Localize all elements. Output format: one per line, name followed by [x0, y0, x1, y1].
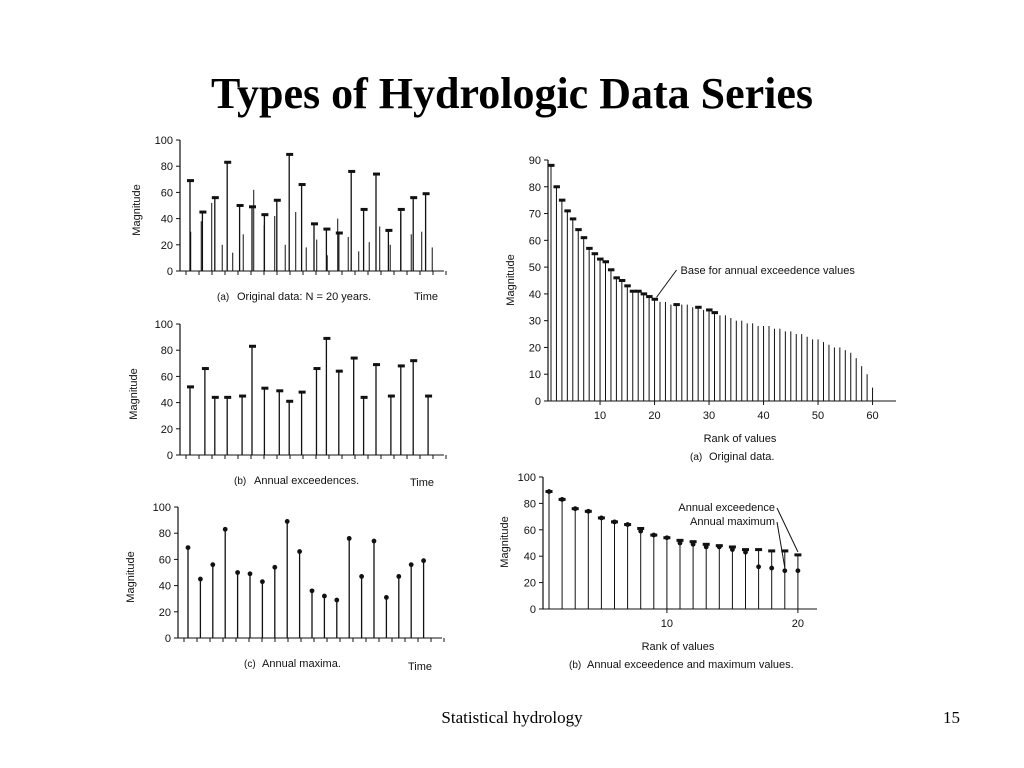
value-marker — [248, 571, 253, 576]
value-marker — [336, 232, 343, 235]
value-marker — [261, 213, 268, 216]
xlabel: Time — [410, 477, 435, 489]
chart-original-data-time — [122, 128, 457, 303]
caption-prefix: (c) — [244, 659, 256, 670]
maximum-marker — [796, 568, 801, 573]
ylabel: Magnitude — [505, 254, 517, 306]
exceedence-marker — [768, 549, 775, 552]
exceedence-marker — [794, 553, 801, 556]
x-tick-label: 60 — [866, 410, 879, 422]
value-marker — [351, 357, 358, 360]
value-marker — [559, 199, 566, 202]
chart-annual-maxima — [120, 495, 455, 675]
y-tick-label: 40 — [160, 213, 173, 226]
value-marker — [187, 385, 194, 388]
y-tick-label: 60 — [523, 524, 536, 537]
y-tick-label: 10 — [528, 369, 541, 382]
value-marker — [235, 570, 240, 575]
value-marker — [237, 204, 244, 207]
value-marker — [712, 311, 719, 314]
value-marker — [323, 337, 330, 340]
value-marker — [249, 205, 256, 208]
x-tick-label: 30 — [702, 410, 716, 422]
y-tick-label: 90 — [528, 155, 541, 167]
value-marker — [260, 579, 265, 584]
maximum-marker — [678, 541, 683, 546]
y-tick-label: 100 — [152, 502, 171, 514]
value-marker — [409, 562, 414, 567]
value-marker — [187, 179, 194, 182]
maximum-marker — [586, 509, 591, 514]
value-marker — [199, 211, 206, 214]
y-tick-label: 0 — [529, 604, 536, 616]
maximum-marker — [782, 568, 787, 573]
value-marker — [202, 367, 209, 370]
value-marker — [198, 577, 203, 582]
value-marker — [575, 228, 582, 231]
x-tick-label: 10 — [660, 618, 674, 630]
value-marker — [706, 308, 713, 311]
value-marker — [212, 196, 219, 199]
value-marker — [299, 183, 306, 186]
value-marker — [373, 173, 380, 176]
value-marker — [210, 562, 215, 567]
value-marker — [410, 359, 417, 362]
y-tick-label: 40 — [160, 397, 173, 410]
value-marker — [359, 574, 364, 579]
maximum-marker — [651, 533, 656, 538]
x-tick-label: 20 — [648, 410, 661, 422]
value-marker — [224, 396, 231, 399]
xlabel: Rank of values — [641, 641, 715, 653]
chart-ranked-original-data — [500, 148, 910, 466]
value-marker — [592, 252, 599, 255]
value-marker — [313, 367, 320, 370]
value-marker — [285, 519, 290, 524]
value-marker — [361, 208, 368, 211]
maximum-marker — [704, 545, 709, 550]
value-marker — [311, 222, 318, 225]
value-marker — [553, 185, 560, 188]
y-tick-label: 20 — [160, 423, 173, 436]
maximum-marker — [691, 542, 696, 547]
y-tick-label: 40 — [523, 551, 536, 564]
legend-leader — [777, 522, 785, 568]
value-marker — [641, 292, 648, 295]
value-marker — [361, 396, 368, 399]
value-marker — [548, 164, 555, 167]
x-tick-label: 40 — [757, 410, 770, 422]
x-tick-label: 20 — [791, 618, 805, 630]
y-tick-label: 20 — [158, 606, 171, 619]
caption-prefix: (a) — [690, 452, 703, 463]
caption: Annual exceedences. — [254, 475, 360, 487]
maximum-marker — [560, 497, 565, 502]
value-marker — [322, 594, 327, 599]
value-marker — [249, 345, 256, 348]
caption-prefix: (b) — [569, 660, 582, 671]
y-tick-label: 0 — [534, 396, 541, 408]
y-tick-label: 40 — [158, 580, 171, 593]
maximum-marker — [599, 516, 604, 521]
xlabel: Time — [414, 291, 439, 303]
y-tick-label: 0 — [166, 266, 173, 278]
maximum-marker — [730, 547, 735, 552]
maximum-marker — [547, 489, 552, 494]
value-marker — [603, 260, 610, 263]
value-marker — [272, 565, 277, 570]
maximum-marker — [612, 519, 617, 524]
value-marker — [274, 199, 281, 202]
value-marker — [396, 574, 401, 579]
annotation-label: Base for annual exceedence values — [680, 265, 855, 277]
y-tick-label: 20 — [523, 577, 536, 590]
maximum-marker — [638, 529, 643, 534]
ylabel: Magnitude — [125, 551, 137, 603]
caption: Annual maxima. — [262, 658, 341, 670]
value-marker — [276, 389, 283, 392]
value-marker — [186, 545, 191, 550]
value-marker — [597, 258, 604, 261]
y-tick-label: 80 — [160, 161, 173, 174]
maximum-marker — [665, 535, 670, 540]
caption-prefix: (b) — [234, 476, 247, 487]
y-tick-label: 50 — [528, 262, 541, 275]
value-marker — [286, 153, 293, 156]
chart-ranked-exceedence-maximum — [495, 470, 825, 675]
value-marker — [581, 236, 588, 239]
y-tick-label: 100 — [517, 472, 536, 484]
value-marker — [425, 395, 432, 398]
value-marker — [261, 387, 268, 390]
value-marker — [384, 595, 389, 600]
y-tick-label: 100 — [154, 135, 173, 147]
value-marker — [608, 268, 615, 271]
xlabel: Time — [408, 661, 433, 673]
value-marker — [336, 370, 343, 373]
legend-annual-exceedence: Annual exceedence — [678, 502, 775, 514]
value-marker — [334, 598, 339, 603]
y-tick-label: 0 — [164, 633, 171, 645]
value-marker — [646, 295, 653, 298]
value-marker — [570, 217, 577, 220]
y-tick-label: 80 — [160, 345, 173, 358]
slide-title: Types of Hydrologic Data Series — [210, 69, 814, 118]
value-marker — [586, 247, 593, 250]
value-marker — [373, 363, 380, 366]
maximum-marker — [743, 550, 748, 555]
value-marker — [348, 170, 355, 173]
exceedence-marker — [755, 548, 762, 551]
y-tick-label: 60 — [160, 187, 173, 200]
value-marker — [421, 558, 426, 563]
chart-annual-exceedences — [122, 312, 457, 490]
x-tick-label: 10 — [593, 410, 607, 422]
maximum-marker — [756, 564, 761, 569]
value-marker — [347, 536, 352, 541]
value-marker — [385, 229, 392, 232]
value-marker — [635, 290, 642, 293]
annotation-leader — [657, 270, 677, 297]
footer-course-name: Statistical hydrology — [441, 708, 583, 727]
value-marker — [297, 549, 302, 554]
y-tick-label: 80 — [158, 528, 171, 541]
value-marker — [299, 391, 306, 394]
value-marker — [652, 298, 659, 301]
y-tick-label: 100 — [154, 319, 173, 331]
value-marker — [564, 209, 571, 212]
ylabel: Magnitude — [131, 184, 143, 236]
value-marker — [286, 400, 293, 403]
value-marker — [613, 276, 620, 279]
value-marker — [423, 192, 430, 195]
maximum-marker — [717, 545, 722, 550]
caption-prefix: (a) — [217, 292, 230, 303]
x-tick-label: 50 — [811, 410, 825, 422]
xlabel: Rank of values — [703, 433, 777, 445]
value-marker — [323, 228, 330, 231]
caption: Original data: N = 20 years. — [237, 291, 372, 303]
legend-leader — [777, 508, 798, 552]
value-marker — [398, 208, 405, 211]
y-tick-label: 20 — [160, 239, 173, 252]
legend-annual-maximum: Annual maximum — [690, 516, 775, 528]
maximum-marker — [769, 566, 774, 571]
value-marker — [410, 196, 417, 199]
value-marker — [224, 161, 231, 164]
y-tick-label: 80 — [528, 181, 541, 194]
y-tick-label: 20 — [528, 342, 541, 355]
ylabel: Magnitude — [128, 368, 140, 420]
maximum-marker — [625, 522, 630, 527]
y-tick-label: 80 — [523, 498, 536, 511]
caption: Original data. — [709, 451, 775, 463]
y-tick-label: 60 — [158, 554, 171, 567]
value-marker — [388, 395, 395, 398]
value-marker — [372, 539, 377, 544]
y-tick-label: 60 — [160, 371, 173, 384]
y-tick-label: 70 — [528, 208, 541, 221]
caption: Annual exceedence and maximum values. — [587, 659, 794, 671]
page-number: 15 — [943, 708, 960, 727]
y-tick-label: 30 — [528, 315, 541, 328]
maximum-marker — [573, 506, 578, 511]
value-marker — [673, 303, 680, 306]
value-marker — [398, 364, 405, 367]
value-marker — [619, 279, 626, 282]
ylabel: Magnitude — [499, 516, 511, 568]
value-marker — [310, 588, 315, 593]
value-marker — [223, 527, 228, 532]
y-tick-label: 40 — [528, 288, 541, 301]
value-marker — [212, 396, 219, 399]
value-marker — [695, 306, 702, 309]
y-tick-label: 0 — [166, 450, 173, 462]
value-marker — [624, 284, 631, 287]
y-tick-label: 60 — [528, 235, 541, 248]
value-marker — [239, 395, 246, 398]
